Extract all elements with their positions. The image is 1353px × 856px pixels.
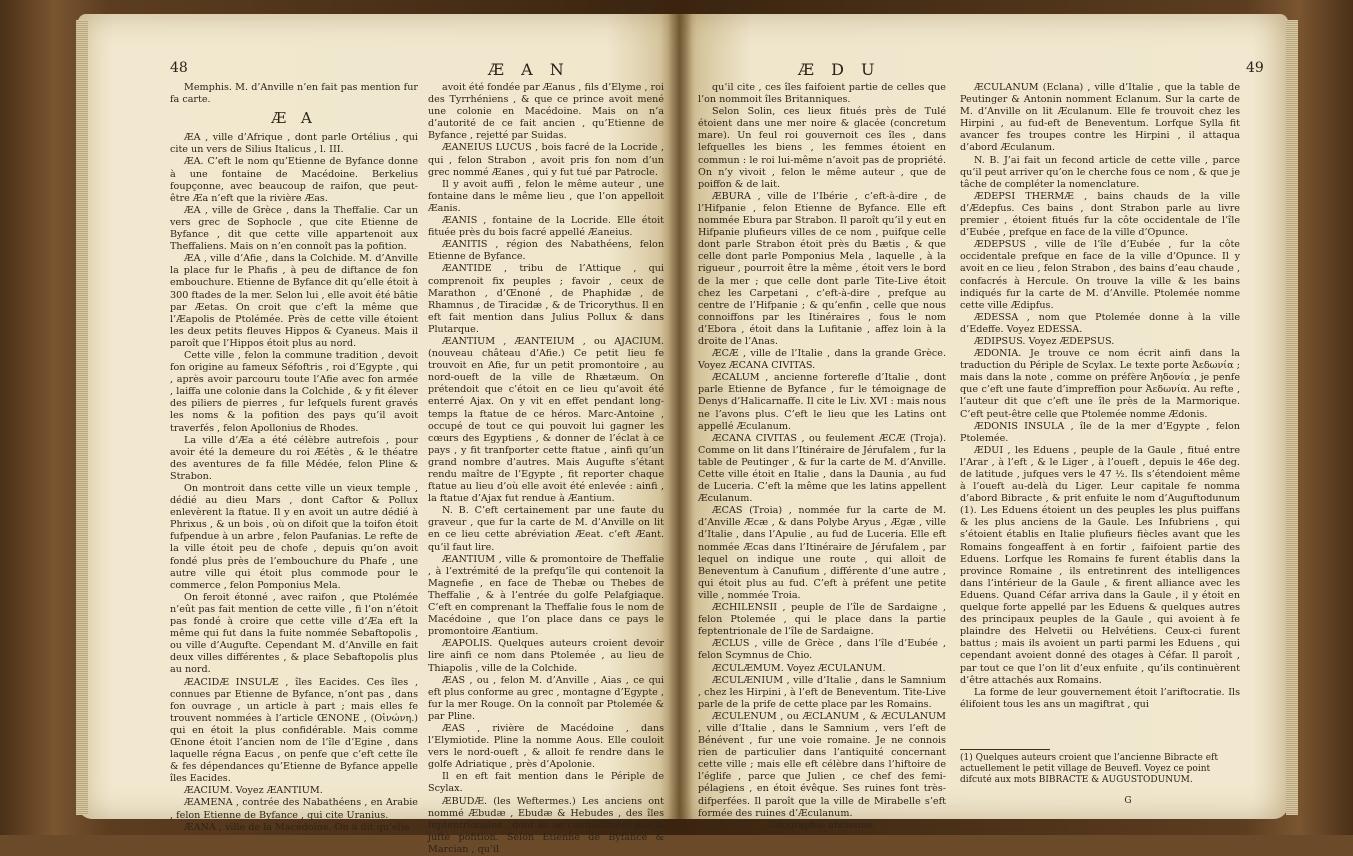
paragraph: La forme de leur gouvernement étoit l’ariftocratie. Ils élifoient tous les ans un magiftrat , qui <box>960 686 1240 710</box>
paragraph: ÆAS , ou , felon M. d’Anville , Aias , ce qui eft plus conforme au grec , montagne d’Egypte , fur la mer Rouge. On la connoît par Ptolemée & par Pline. <box>428 674 664 722</box>
paragraph: N. B. J’ai fait un fecond article de cette ville , parce qu’il peut arriver qu’on le cherche fous ce nom , & que je tâche de compléter la nomenclature. <box>960 154 1240 190</box>
paragraph: La ville d’Æa a été célèbre autrefois , pour avoir été la demeure du roi Æétès , & le théatre des aventures de fa fille Médée, felon Pline & Strabon. <box>170 434 418 482</box>
paragraph: ÆDESSA , nom que Ptolemée donne à la ville d’Edeffe. Voyez EDESSA. <box>960 311 1240 335</box>
paragraph: ÆDEPSI THERMÆ , bains chauds de la ville d’Ædepfus. Ces bains , dont Strabon parle au livre premier , étoient fitués fur la côte occidentale de l’île d’Eubée , prefque en face de la ville d’Opunce. <box>960 190 1240 239</box>
paragraph: ÆANIS , fontaine de la Locride. Elle étoit fituée près du bois facré appellé Æaneius. <box>428 215 664 239</box>
paragraph: ÆDONIS INSULA , île de la mer d’Egypte , felon Ptolemée. <box>960 420 1240 444</box>
paragraph: ÆAPOLIS. Quelques auteurs croient devoir lire ainfi ce nom dans Ptolemée , au lieu de Thiapolis , ville de la Colchide. <box>428 638 664 674</box>
open-book <box>78 14 1288 855</box>
right-page-number: 49 <box>1246 60 1264 76</box>
paragraph: ÆA , ville de Grèce , dans la Theffalie. Car un vers grec de Sophocle , que cite Etienne de Byfance , dit que cette ville appartenoit aux Theffaliens. Mais on n’en connoît pas la pofition. <box>170 204 418 253</box>
page-edge <box>76 20 88 815</box>
book-gutter <box>668 14 692 819</box>
paragraph: Æ A <box>271 109 317 128</box>
signature-mark: G <box>1124 796 1132 806</box>
right-running-head: Æ D U <box>798 60 881 79</box>
right-column-1 <box>698 82 946 832</box>
paragraph: ÆCAS (Troia) , nommée fur la carte de M. d’Anville Æcæ , & dans Polybe Aryus , Ægæ , ville d’Italie , dans l’Apulie , au fud de Luceria. Elle eft nommée Æcas dans l’Itinéraire de Jérufalem , par lequel on indique une route , qui alloit de Beneventum à Canufium , différente d’une autre , qui étoit plus au fud. C’eft à préfent une petite ville , nommée Troia. <box>698 505 946 601</box>
paragraph: Il y avoit auffi , felon le même auteur , une fontaine dans le même lieu , que l’on appelloit Æanis. <box>428 178 664 214</box>
left-page-number: 48 <box>170 60 188 76</box>
paragraph: Cette ville , felon la commune tradition , devoit fon origine au fameux Séfoftris , roi d’Egypte , qui , après avoir parcouru toute l’Afie avec fon armée , laiffa une colonie dans la Colchide , & y fit élever des piliers de pierres , fur lefquels furent gravés les noms & la pofition des pays qu’il avoit traverfés , felon Apollonius de Rhodes. <box>170 349 418 434</box>
paragraph: ÆDIPSUS. Voyez ÆDEPSUS. <box>974 335 1115 347</box>
right-column-2 <box>960 82 1240 711</box>
paragraph: ÆACIUM. Voyez ÆANTIUM. <box>184 785 323 797</box>
paragraph: ÆANEIUS LUCUS , bois facré de la Locride , qui , felon Strabon , avoit pris fon nom d’un grec nommé Æanes , qui y fut tué par Patrocle. <box>428 142 664 178</box>
paragraph: ÆCULENUM , ou ÆCLANUM , & ÆCULANUM , ville d’Italie , dans le Samnium , vers l’eft de Bénévent , fur une voie romaine. Je ne connois rien de particulier dans l’antiquité concernant cette ville ; mais elle eft célèbre dans l’hiftoire de l’églife , parce que Julien , ce chef des femi-pélagiens , en étoit évêque. Ses ruines font très-difperfées. Il paroît que la ville de Mirabelle s’eft formée des ruines d’Æculanum. <box>698 710 946 819</box>
paragraph: N. B. C’eft certainement par une faute du graveur , que fur la carte de M. d’Anville on lit en ce lieu cette abréviation Æeat. c’eft Æant. qu’il faut lire. <box>428 505 664 553</box>
paragraph: ÆCULANUM (Eclana) , ville d’Italie , que la table de Peutinger & Antonin nomment Eclanum. Sur la carte de M. d’Anville on lit Æculanum. Elle fe trouvoit chez les Hirpini , au fud-eft de Beneventum. Lorfque Sylla fit avancer fes troupes contre les Hirpini , il attaqua d’abord Æculanum. <box>960 82 1240 154</box>
paragraph: ÆANA , ville de la Macédoine. On a dit qu’elle <box>184 821 410 833</box>
paragraph: ÆAMENA , contrée des Nabathéens , en Arabie , felon Etienne de Byfance , qui cite Uranius. <box>170 797 418 821</box>
paragraph: Selon Solin, ces lieux fitués près de Tulé étoient dans une mer noire & glacée (concretum mare). Un feul roi gouvernoit ces îles , dans lefquelles les biens , les femmes étoient en commun : le roi lui-même n’avoit pas de propriété. On n’y vivoit , felon le même auteur , que de poiffon & de lait. <box>698 106 946 190</box>
paragraph: ÆCÆ , ville de l’Italie , dans la grande Grèce. Voyez ÆCANA CIVITAS. <box>698 348 946 372</box>
paragraph: ÆCULÆMUM. Voyez ÆCULANUM. <box>712 662 886 674</box>
left-column-2 <box>428 82 664 856</box>
paragraph: ÆA. C’eft le nom qu’Etienne de Byfance donne à une fontaine de Macédoine. Berkelius foupçonne, avec beaucoup de raifon, que peut-être Æa n’eft que la rivière Æas. <box>170 156 418 204</box>
left-running-head: Æ A N <box>488 60 570 79</box>
paragraph: ÆBUDÆ. (les Weftermes.) Les anciens ont nommé Æbudæ , Ebudæ & Hebudes , des îles feptentrionales , dont ils ne connoiffoient pas la jufte pofition. Selon Etienne de Byfance & Marcian , qu’il <box>428 795 664 855</box>
paragraph: ÆCANA CIVITAS , ou feulement ÆCÆ (Troja). Comme on lit dans l’Itinéraire de Jérufalem , fur la table de Peutinger , & fur la carte de M. d’Anville. Cette ville étoit en Italie , dans la Daunia , au fud de Luceria. C’eft la même que les latins appellent Æculanum. <box>698 432 946 505</box>
right-page <box>678 14 1288 831</box>
paragraph: ÆANTIUM , ville & promontoire de Theffalie , à l’extrémité de la prefqu’île qui contenoit la Magnefie , en face de Thebæ ou Thebes de Theffalie , & à l’entrée du golfe Pelafgiaque. C’eft en comprenant la Theffalie fous le nom de Macédoine , que l’on place dans ce pays le promontoire Æantium. <box>428 553 664 638</box>
paragraph: ÆANTIDE , tribu de l’Attique , qui comprenoit fix peuples ; favoir , ceux de Marathon , d’Œnoné , de Phaphidæ , de Rhamnus , de Tiracidæ , & de Tricorythus. Il en eft fait mention dans Julius Pollux & dans Plutarque. <box>428 263 664 335</box>
page-edge <box>1286 20 1298 815</box>
left-column-1 <box>170 82 418 834</box>
paragraph: ÆBURA , ville de l’Ibérie , c’eft-à-dire , de l’Hifpanie , felon Etienne de Byfance. Elle eft nommée Ebura par Strabon. Il paroît qu’il y eut en Hifpanie plufieurs villes de ce nom , puifque celle dont parle Strabon étoit près du Bætis , & que celle dont parle Pomponius Mela , laquelle , à la rigueur , pourroit être la même , étoit vers le bord de la mer ; que celle dont parle Tite-Live étoit chez les Carpetani , c’eft-à-dire , prefque au centre de l’Hifpanie ; & qu’enfin , celle que nous connoiffons par les Itinéraires , fous le nom d’Ebora , étoit dans la Lufitanie , affez loin à la droite de l’Anas. <box>698 190 946 347</box>
paragraph: ÆACIDÆ INSULÆ , îles Eacides. Ces îles , connues par Etienne de Byfance, n’ont pas , dans fon ouvrage , un article à part ; mais elles fe trouvent nommées à l’article ŒNONE , (Οἰνώνη.) qui en étoit la plus confidérable. Mais comme Œnone étoit l’ancien nom de l’île d’Egine , dans laquelle régna Eacus , on penfe que c’eft cette île & fes dépendances qu’Etienne de Byfance appelle îles Eacides. <box>170 676 418 785</box>
paragraph: qu’il cite , ces îles faifoient partie de celles que l’on nommoit îles Britanniques. <box>698 82 946 106</box>
paragraph: ÆCHILENSII , peuple de l’île de Sardaigne , felon Ptolemée , qui le place dans la partie feptentrionale de l’île de Sardaigne. <box>698 602 946 638</box>
paragraph: Memphis. M. d’Anville n’en fait pas mention fur fa carte. <box>170 82 418 106</box>
paragraph: Géographie ancienne. <box>768 819 876 831</box>
paragraph: ÆAS , rivière de Macédoine , dans l’Elymiotide. Pline la nomme Aous. Elle couloit vers le nord-oueft , & alloit fe rendre dans le golfe Adriatique , près d’Apolonie. <box>428 722 664 771</box>
paragraph: avoit été fondée par Æanus , fils d’Elyme , roi des Tyrrhéniens , & que ce prince avoit mené une colonie en Macédoine. Mais on n’a d’autorité de ce fait ancien , qu’Etienne de Byfance , rejetté par Suidas. <box>428 82 664 142</box>
paragraph: ÆDEPSUS , ville de l’île d’Eubée , fur la côte occidentale prefque en face de la ville d’Opunce. Il y avoit en ce lieu , felon Strabon , des bains d’eau chaude , confacrés à Hercule. On trouve la ville & les bains indiqués fur la carte de M. d’Anville. Ptolemée nomme cette ville Ædipfus. <box>960 239 1240 311</box>
paragraph: ÆANITIS , région des Nabathéens, felon Etienne de Byfance. <box>428 239 664 263</box>
paragraph: ÆCALUM , ancienne forterefle d’Italie , dont parle Etienne de Byfance , fur le témoignage de Denys d’Halicarnaffe. Il cite le Liv. XVI : mais nous ne l’avons plus. C’eft le lieu que les Latins ont appellé Æculanum. <box>698 372 946 432</box>
paragraph: ÆDUI , les Eduens , peuple de la Gaule , fitué entre l’Arar , à l’eft , & le Liger , à l’oueft , depuis le 46e deg. de latitude , jufques vers le 47 ½. Ils s’étendoient même à l’oueft au-delà du Liger. Leur capitale fe nomma d’abord Bibracte , & prit enfuite le nom d’Auguftodunum (1). Les Eduens étoient un des peuples les plus puiffans & les plus anciens de la Gaule. Les Infubriens , qui s’étoient établis en Italie plufieurs fiècles avant que les Romains fongeaffent à en fortir , faifoient partie des Eduens. Lorfque les Romains fe furent établis dans la province Romaine , ils entretinrent des intelligences dans l’intérieur de la Gaule , & firent alliance avec les Eduens. Quand Céfar arriva dans la Gaule , il y étoit en quelque forte appellé par les Eduens & quelques autres des principaux peuples de la Gaule , qui avoient à fe plaindre des Helvetii ou Helvétiens. Ceux-ci furent battus ; mais ils avoient un parti parmi les Eduens , qui cependant avoient donné des otages à Céfar. Il paroît , par tout ce que l’on lit d’eux enfuite , qu’ils continuèrent d’être attachés aux Romains. <box>960 444 1240 686</box>
paragraph: Il en eft fait mention dans le Périple de Scylax. <box>428 771 664 795</box>
paragraph: ÆCULÆNIUM , ville d’Italie , dans le Samnium , chez les Hirpini , à l’eft de Beneventum. Tite-Live parle de la prife de cette place par les Romains. <box>698 674 946 710</box>
paragraph: ÆANTIUM , ÆANTEIUM , ou AJACIUM. (nouveau château d’Afie.) Ce petit lieu fe trouvoit en Afie, fur un petit promontoire , au nord-oueft de la ville de Rhætæum. On prétendoit que c’étoit en ce lieu qu’avoit été enterré Ajax. On y vit en effet pendant long-temps la ftatue de ce héros. Marc-Antoine , occupé de tout ce qui pouvoit lui gagner les cœurs des Egyptiens , & donner de l’éclat à ce pays , y fit tranfporter cette ftatue , ainfi qu’un grand nombre d’autres. Mais Augufte s’étant rendu maître de l’Egypte , fit reporter chaque ftatue au lieu d’où elle avoit été enlevée : ainfi , la ftatue d’Ajax fut rendue à Æantium. <box>428 335 664 505</box>
paragraph: ÆCLUS , ville de Grèce , dans l’île d’Eubée , felon Scymnus de Chio. <box>698 638 946 662</box>
paragraph: On feroit étonné , avec raifon , que Ptolémée n’eût pas fait mention de cette ville , fi l’on n’étoit pas fondé à croire que cette ville d’Æa eft la même qui fut dans la fuite nommée Sebaftopolis , ou ville d’Augufte. Cependant M. d’Anville en fait deux villes différentes , & place Sebaftopolis plus au nord. <box>170 591 418 676</box>
paragraph: ÆDONIA. Je trouve ce nom écrit ainfi dans la traduction du Périple de Scylax. Le texte porte Ἀεδωνία ; mais dans la note , comme on préfère Ἀηδονία , je penfe que c’eft une faute d’impreffion pour Ἀεδωνία. Au refte , l’auteur dit que c’eft une île près de la Marmorique. C’eft peut-être celle que Ptolemée nomme Ædonis. <box>960 348 1240 420</box>
paragraph: ÆA , ville d’Afie , dans la Colchide. M. d’Anville la place fur le Phafis , à peu de diftance de fon embouchure. Etienne de Byfance dit qu’elle étoit à 300 ftades de la mer. Selon lui , elle avoit été bâtie par Æetas. On croit que c’eft la même que l’Æapolis de Ptolémée. Près de cette ville étoient les deux petits fleuves Hippos & Cyaneus. Mais il paroît que l’Hippos étoit plus au nord. <box>170 253 418 349</box>
footnote: (1) Quelques auteurs croient que l’ancienne Bibracte eft actuellement le petit village de Beuvefl. Voyez ce point difcuté aux mots BIBRACTE & AUGUSTODUNUM. <box>960 749 1240 786</box>
paragraph: ÆA , ville d’Afrique , dont parle Ortélius , qui cite un vers de Silius Italicus , l. III. <box>170 132 418 156</box>
left-page <box>78 14 678 855</box>
paragraph: On montroit dans cette ville un vieux temple , dédié au dieu Mars , dont Caftor & Pollux enlevèrent la ftatue. Il y en avoit un autre dédié à Phrixus , & un bois , où on difoit que la toifon étoit fufpendue à un arbre , felon Paufanias. Le refte de la ville étoit peu de chofe , depuis qu’on avoit fondé plus près de l’embouchure du Phafe , une autre ville qui étoit plus commode pour le commerce , felon Pomponius Mela. <box>170 483 418 591</box>
